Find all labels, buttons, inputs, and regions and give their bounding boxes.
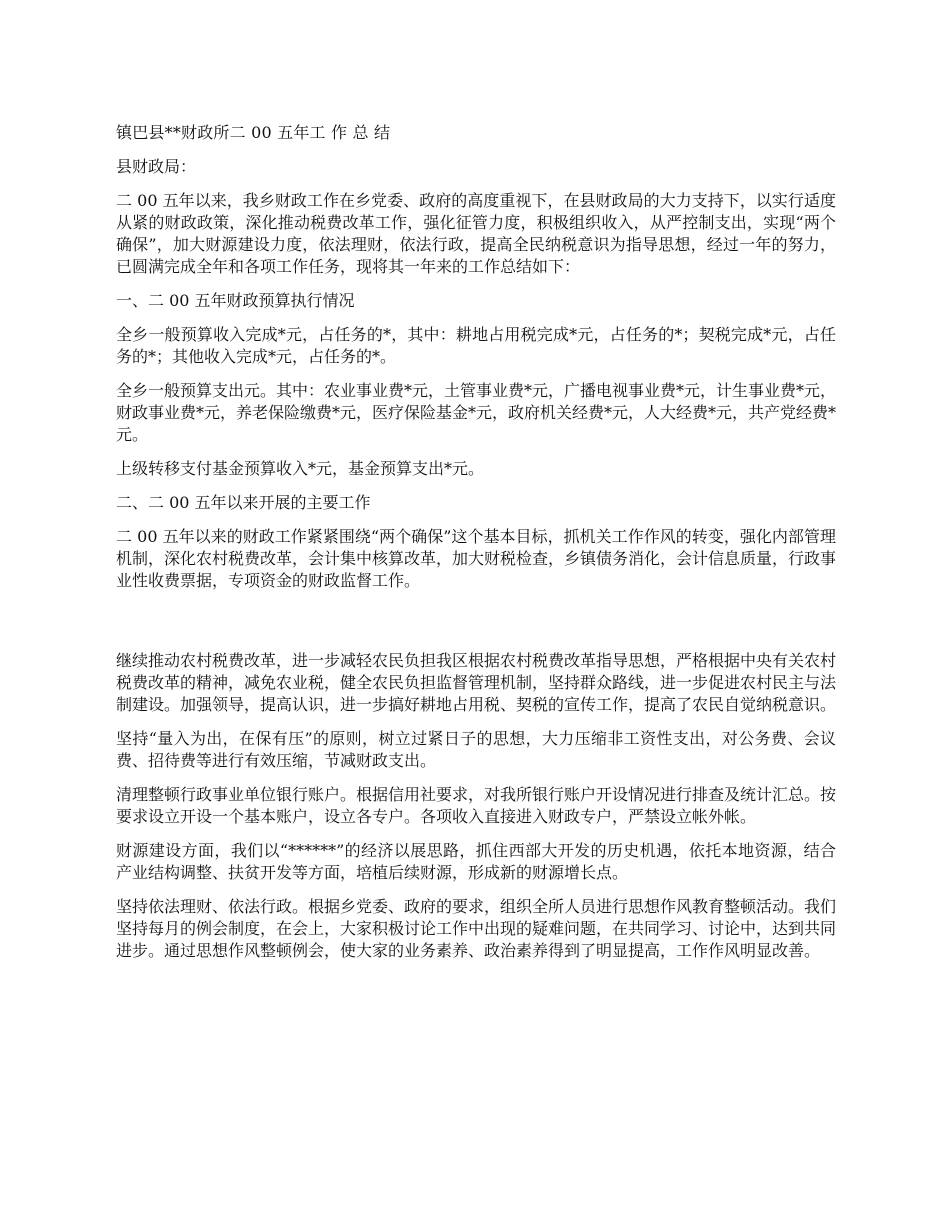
section2-overview-paragraph: 二 00 五年以来的财政工作紧紧围绕“两个确保”这个基本目标，抓机关工作作风的转变，强化内部管理机制，深化农村税费改革，会计集中核算改革，加大财税检查，乡镇债务消化，会计信息质量，行政事业性收费票据，专项资金的财政监督工作。 — [116, 527, 837, 590]
section2-bank-accounts-paragraph: 清理整顿行政事业单位银行账户。根据信用社要求，对我所银行账户开设情况进行排查及统计汇总。按要求设立开设一个基本账户，设立各专户。各项收入直接进入财政专户，严禁设立帐外帐。 — [116, 785, 837, 826]
section1-fund-paragraph: 上级转移支付基金预算收入*元，基金预算支出*元。 — [116, 459, 485, 478]
section1-heading: 一、二 00 五年财政预算执行情况 — [116, 291, 355, 310]
document-body — [116, 122, 836, 974]
section2-heading: 二、二 00 五年以来开展的主要工作 — [116, 493, 371, 512]
section2-revenue-sources-paragraph: 财源建设方面，我们以“******”的经济以展思路，抓住西部大开发的历史机遇，依托本地资源，结合产业结构调整、扶贫开发等方面，培植后续财源，形成新的财源增长点。 — [116, 841, 836, 882]
intro-paragraph: 二 00 五年以来，我乡财政工作在乡党委、政府的高度重视下，在县财政局的大力支持下，以实行适度从紧的财政政策，深化推动税费改革工作，强化征管力度，积极组织收入，从严控制支出，实现“两个确保”，加大财源建设力度，依法理财，依法行政，提高全民纳税意识为指导思想，经过一年的努力，已圆满完成全年和各项工作任务，现将其一年来的工作总结如下： — [116, 191, 836, 276]
section2-expense-control-paragraph: 坚持“量入为出，在保有压”的原则，树立过紧日子的思想，大力压缩非工资性支出，对公务费、会议费、招待费等进行有效压缩，节减财政支出。 — [116, 729, 836, 770]
document-title: 镇巴县**财政所二 00 五年工 作 总 结 — [116, 123, 391, 142]
section2-tax-reform-paragraph: 继续推动农村税费改革，进一步减轻农民负担我区根据农村税费改革指导思想，严格根据中央有关农村税费改革的精神，减免农业税，健全农民负担监督管理机制，坚持群众路线，进一步促进农村民主与法制建设。加强领导，提高认识，进一步搞好耕地占用税、契税的宣传工作，提高了农民自觉纳税意识。 — [116, 651, 837, 714]
section1-revenue-paragraph: 全乡一般预算收入完成*元，占任务的*，其中：耕地占用税完成*元，占任务的*；契税完成*元，占任务的*；其他收入完成*元，占任务的*。 — [116, 325, 836, 366]
addressee: 县财政局： — [116, 157, 197, 176]
section2-governance-paragraph: 坚持依法理财、依法行政。根据乡党委、政府的要求，组织全所人员进行思想作风教育整顿活动。我们坚持每月的例会制度，在会上，大家积极讨论工作中出现的疑难问题，在共同学习、讨论中，达到共同进步。通过思想作风整顿例会，使大家的业务素养、政治素养得到了明显提高，工作作风明显改善。 — [116, 897, 837, 960]
section1-expenditure-paragraph: 全乡一般预算支出元。其中：农业事业费*元，土管事业费*元，广播电视事业费*元，计生事业费*元，财政事业费*元，养老保险缴费*元，医疗保险基金*元，政府机关经费*元，人大经费*元，共产党经费*元。 — [116, 381, 837, 444]
paragraph-spacer — [116, 604, 836, 650]
